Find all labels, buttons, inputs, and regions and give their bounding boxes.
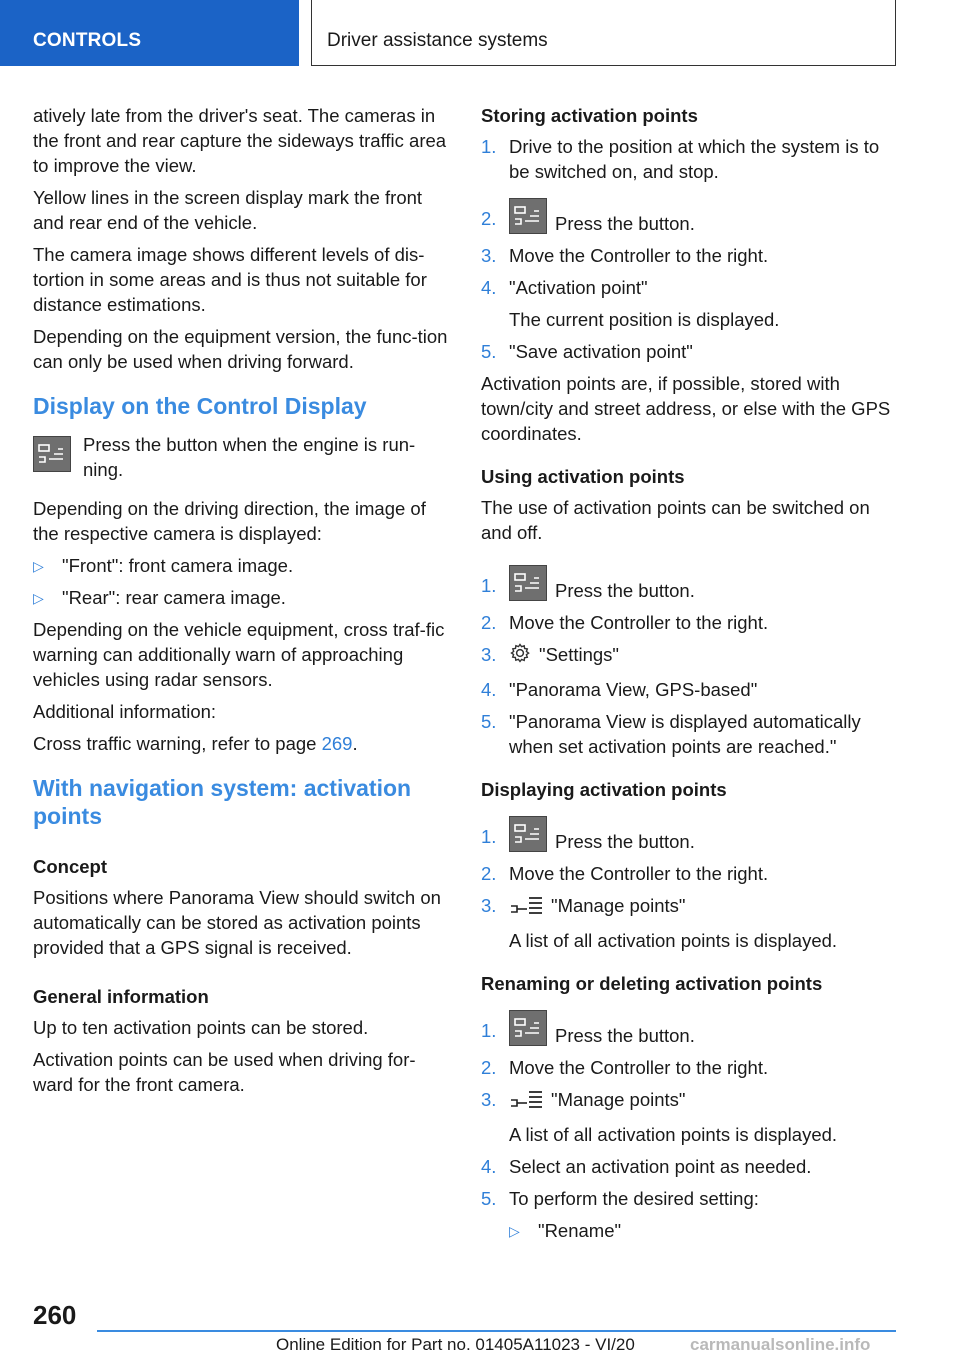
button-instruction xyxy=(33,432,448,482)
using-steps xyxy=(481,565,901,759)
list-item: 2. Move the Controller to the right. xyxy=(481,1057,769,1078)
section-heading: With navigation system: activation points xyxy=(33,775,412,829)
camera-button-icon xyxy=(509,1010,547,1046)
list-item: 1. Press the button. xyxy=(481,1010,901,1048)
list-item: 2. Move the Controller to the right. xyxy=(481,863,769,884)
renaming-steps xyxy=(481,1010,901,1243)
manage-points-icon xyxy=(509,895,543,921)
list-item: 3. "Settings" xyxy=(481,642,901,670)
subheading: Displaying activation points xyxy=(481,779,727,800)
left-column xyxy=(33,103,448,1104)
section-title: CONTROLS xyxy=(33,30,142,51)
list-item: 3. Move the Controller to the right. xyxy=(481,245,769,266)
list-item: 2. Move the Controller to the right. xyxy=(481,612,769,633)
page-reference-link[interactable]: 269 xyxy=(321,733,353,754)
paragraph: Yellow lines in the screen display mark the front and rear end of the vehicle. xyxy=(33,187,423,233)
list-item: 5. "Save activation point" xyxy=(481,341,693,362)
camera-list xyxy=(33,553,448,610)
camera-button-icon xyxy=(33,436,71,472)
paragraph: Depending on the vehicle equipment, cross traf-fic warning can additionally warn of approaching vehicles using radar sensors. xyxy=(33,619,445,690)
paragraph: The use of activation points can be switched on and off. xyxy=(481,497,870,543)
section-heading: Display on the Control Display xyxy=(33,393,367,419)
list-item: 4. "Panorama View, GPS-based" xyxy=(481,679,758,700)
section-tab xyxy=(0,0,299,66)
paragraph: Depending on the equipment version, the func-tion can only be used when driving forward. xyxy=(33,326,448,372)
chapter-tab xyxy=(311,0,896,66)
list-item: 3. "Manage points" A list of all activation points is displayed. xyxy=(481,895,838,951)
storing-steps xyxy=(481,134,901,364)
paragraph: Cross traffic warning, refer to page 269. xyxy=(33,733,358,754)
paragraph: Additional information: xyxy=(33,701,217,722)
chapter-title: Driver assistance systems xyxy=(327,30,548,51)
list-item: 5. To perform the desired setting: ▷ "Rename" xyxy=(481,1186,901,1243)
list-item: ▷ "Front": front camera image. xyxy=(33,553,448,578)
list-item: 4. Select an activation point as needed. xyxy=(481,1156,812,1177)
camera-button-icon xyxy=(509,198,547,234)
list-item: 2. Press the button. xyxy=(481,198,901,236)
manage-points-icon xyxy=(509,1089,543,1115)
camera-button-icon xyxy=(509,565,547,601)
list-item: 3. "Manage points" A list of all activation points is displayed. xyxy=(481,1089,838,1145)
list-item: 5. "Panorama View is displayed automatically when set activation points are reached." xyxy=(481,711,861,757)
subheading: Using activation points xyxy=(481,466,685,487)
list-item: 4. "Activation point" The current position is displayed. xyxy=(481,277,780,330)
list-item: 1. Press the button. xyxy=(481,565,901,603)
subheading: General information xyxy=(33,986,209,1007)
paragraph: atively late from the driver's seat. The cameras in the front and rear capture the sideways traffic area to improve the view. xyxy=(33,105,447,176)
right-column xyxy=(481,103,901,1250)
page-number: 260 xyxy=(33,1300,77,1330)
edition-note: Online Edition for Part no. 01405A11023 - VI/20 xyxy=(276,1335,635,1354)
subheading: Renaming or deleting activation points xyxy=(481,973,823,994)
paragraph: Up to ten activation points can be stored. xyxy=(33,1017,369,1038)
setting-options xyxy=(509,1218,901,1243)
footer-divider xyxy=(97,1330,896,1332)
watermark: carmanualsonline.info xyxy=(690,1335,871,1354)
paragraph: Depending on the driving direction, the image of the respective camera is displayed: xyxy=(33,498,426,544)
list-item: ▷ "Rename" xyxy=(509,1218,901,1243)
triangle-bullet-icon: ▷ xyxy=(33,590,44,606)
displaying-steps xyxy=(481,816,901,953)
list-item: 1. Drive to the position at which the system is to be switched on, and stop. xyxy=(481,136,880,182)
list-item: 1. Press the button. xyxy=(481,816,901,854)
camera-button-icon xyxy=(509,816,547,852)
paragraph: Positions where Panorama View should switch on automatically can be stored as activation points provided that a GPS signal is received. xyxy=(33,887,441,958)
list-item: ▷ "Rear": rear camera image. xyxy=(33,585,448,610)
button-instruction-text: Press the button when the engine is run-ning. xyxy=(83,434,416,480)
triangle-bullet-icon: ▷ xyxy=(509,1223,520,1239)
subheading: Concept xyxy=(33,856,107,877)
subheading: Storing activation points xyxy=(481,105,698,126)
paragraph: Activation points are, if possible, stored with town/city and street address, or else with the GPS coordinates. xyxy=(481,373,891,444)
triangle-bullet-icon: ▷ xyxy=(33,558,44,574)
gear-icon xyxy=(509,642,531,670)
paragraph: Activation points can be used when driving for-ward for the front camera. xyxy=(33,1049,416,1095)
paragraph: The camera image shows different levels of dis-tortion in some areas and is thus not suitable for distance estimations. xyxy=(33,244,427,315)
